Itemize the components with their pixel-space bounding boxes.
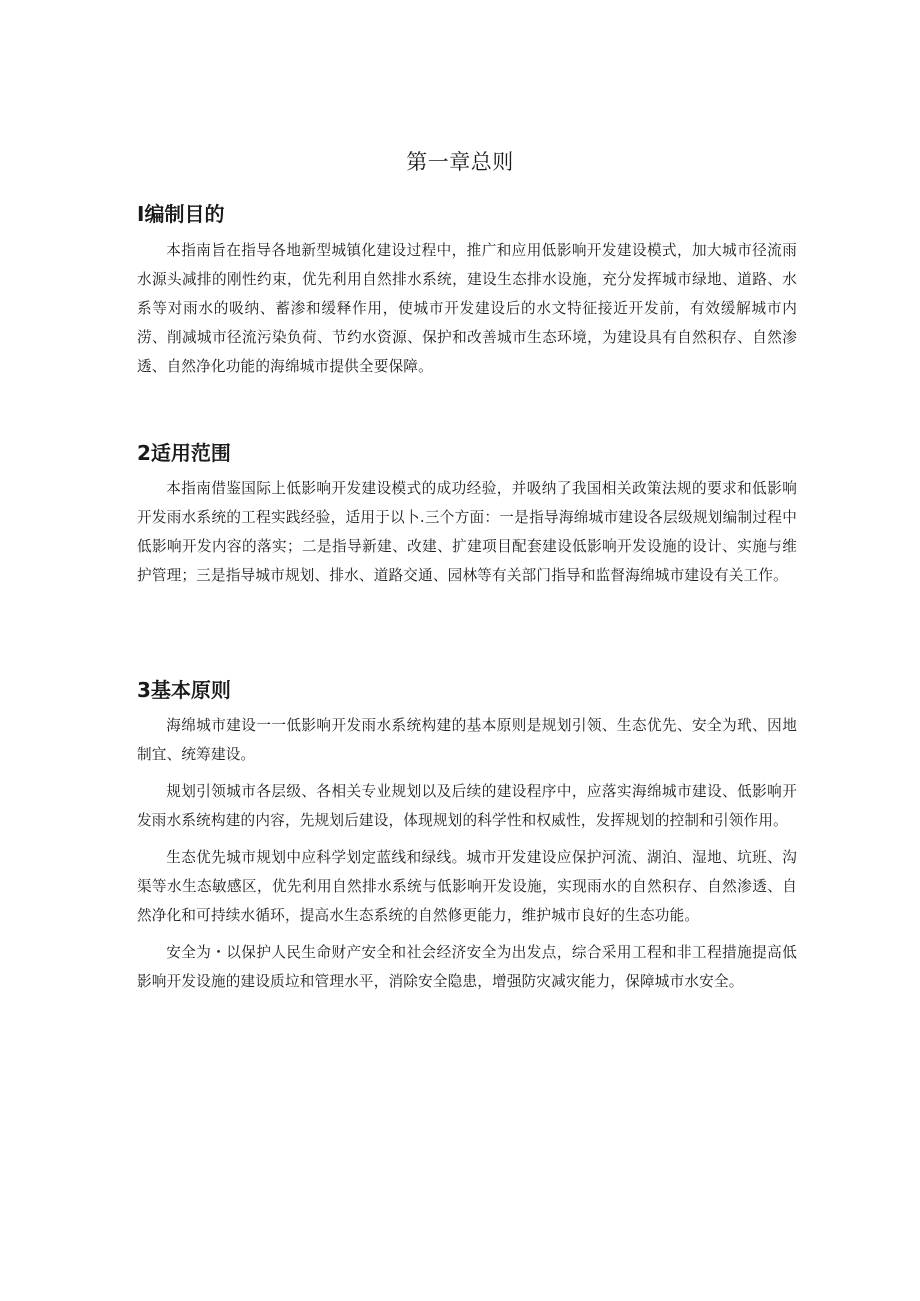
paragraph: 安全为・以保护人民生命财产安全和社会经济安全为出发点，综合采用工程和非工程措施提高低影响开发设施的建设质垃和管理水平，消除安全隐患，增强防灾减灾能力，保障城市水安全。 — [137, 944, 797, 990]
section-heading: 3基本原则 — [137, 678, 231, 702]
paragraph: 规划引领城市各层级、各相关专业规划以及后续的建设程序中，应落实海绵城市建设、低影响开发雨水系统构建的内容，先规划后建设，体现规划的科学性和权威性，发挥规划的控制和引领作用。 — [137, 783, 797, 829]
section-heading: I编制目的 — [137, 202, 225, 226]
section-heading: 2适用范围 — [137, 441, 231, 465]
paragraph: 生态优先城市规划中应科学划定蓝线和绿线。城市开发建设应保护河流、湖泊、湿地、坑班、沟渠等水生态敏感区，优先利用自然排水系统与低影响开发设施，实现雨水的自然积存、自然渗透、自然净化和可持续水循环，提高水生态系统的自然修更能力，维护城市良好的生态功能。 — [137, 849, 797, 924]
paragraph: 本指南借鉴国际上低影响开发建设模式的成功经验，并吸纳了我国相关政策法规的要求和低影响开发雨水系统的工程实践经验，适用于以卜.三个方面：一是指导海绵城市建设各层级规划编制过程中低影响开发内容的落实；二是指导新建、改建、扩建项目配套建设低影响开发设施的设计、实施与维护管理；三是指导城市规划、排水、道路交通、园林等有关部门指导和监督海绵城市建设有关工作。 — [137, 480, 797, 584]
paragraph: 本指南旨在指导各地新型城镇化建设过程中，推广和应用低影响开发建设模式，加大城市径流雨水源头减排的刚性约束，优先利用自然排水系统，建设生态排水设施，充分发挥城市绿地、道路、水系等对雨水的吸纳、蓄渗和缓释作用，使城市开发建设后的水文特征接近开发前，有效缓解城市内涝、削减城市径流污染负荷、节约水资源、保护和改善城市生态环境，为建设具有自然积存、自然渗透、自然净化功能的海绵城市提供全要保障。 — [137, 242, 797, 375]
section-purpose — [137, 199, 797, 381]
section-principles — [137, 675, 797, 996]
chapter-title: 第一章总则 — [406, 150, 514, 174]
paragraph: 海绵城市建设一一低影响开发雨水系统构建的基本原则是规划引领、生态优先、安全为玳、因地制宜、统筹建设。 — [137, 717, 797, 763]
section-scope — [137, 438, 797, 590]
